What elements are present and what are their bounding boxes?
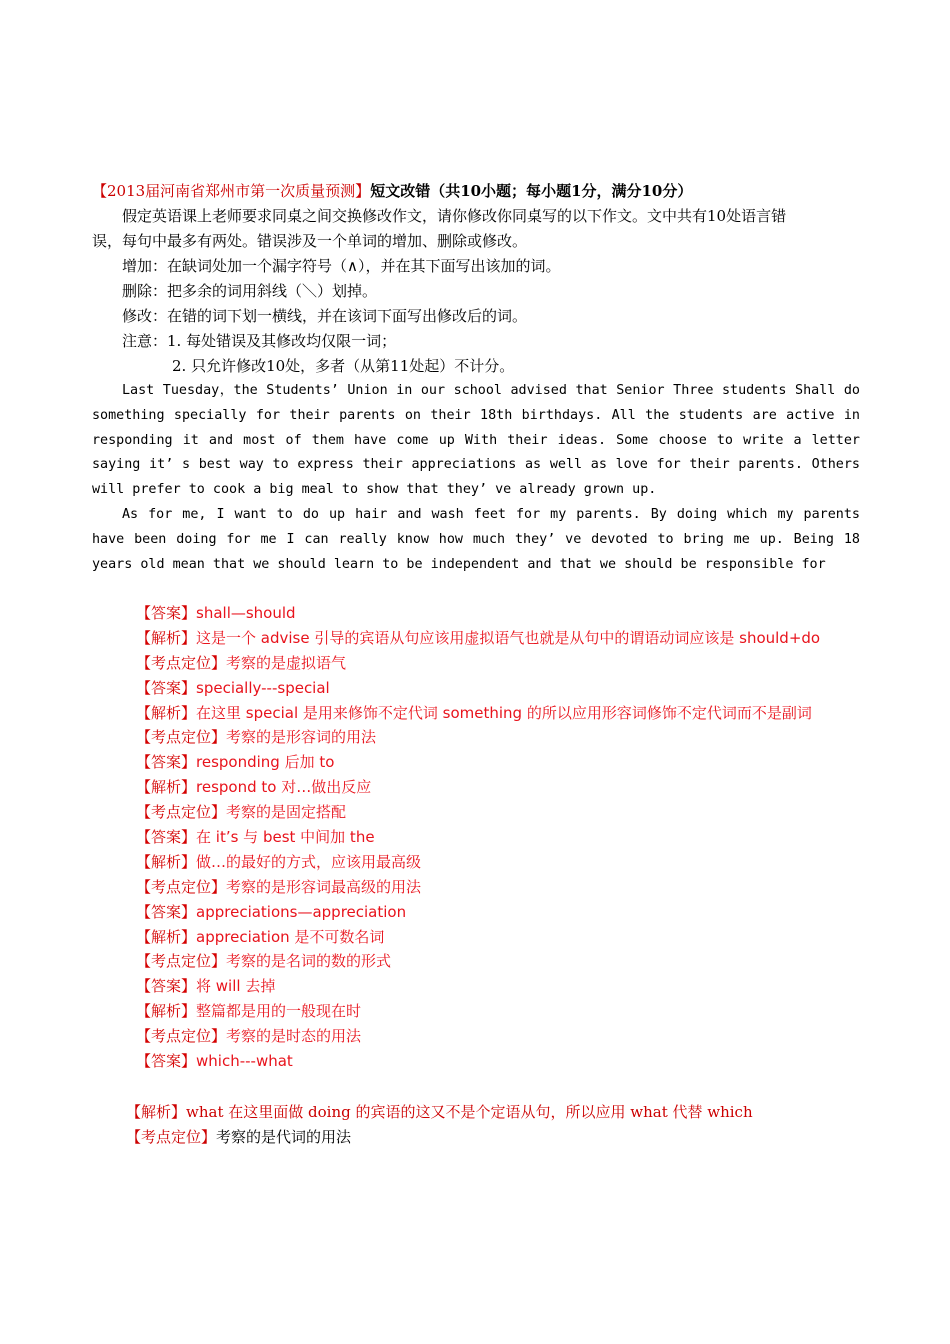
rule-add: 增加：在缺词处加一个漏字符号（∧），并在其下面写出该加的词。 <box>122 257 561 275</box>
note-1: 注意：1. 每处错误及其修改均仅限一词； <box>122 332 397 350</box>
answer-row <box>136 900 886 925</box>
point-row <box>126 1125 886 1150</box>
point-tag: 【考点定位】 <box>126 1128 217 1146</box>
instructions <box>92 204 867 379</box>
answer-text: specially---special <box>196 678 330 697</box>
essay-paragraph-2: As for me, I want to do up hair and wash feet for my parents. By doing which my parents have been doing for me I can really know how much they’ ve devoted to bring me up. Being 18 years old mean that we should learn to be independent and that we should be responsible for <box>92 506 860 572</box>
answer-row <box>136 750 886 775</box>
rule-delete: 删除：把多余的词用斜线（＼）划掉。 <box>122 282 378 300</box>
answer-row <box>136 925 886 950</box>
intro-line-1: 假定英语课上老师要求同桌之间交换修改作文，请你修改你同桌写的以下作文。文中共有10处语言错 <box>122 207 787 225</box>
answer-text: respond to 对…做出反应 <box>196 778 372 797</box>
answer-tag: 【考点定位】 <box>136 952 227 971</box>
answer-tag: 【解析】 <box>136 927 197 946</box>
answer-row <box>136 850 886 875</box>
answer-row <box>136 974 886 999</box>
answer-row <box>136 800 886 825</box>
answer-text: 在这里 special 是用来修饰不定代词 something 的所以应用形容词修饰不定代词而不是副词 <box>196 703 812 722</box>
analysis-text: what 在这里面做 doing 的宾语的这又不是个定语从句，所以应用 what 代替 which <box>186 1103 753 1121</box>
answer-text: 考察的是形容词最高级的用法 <box>226 877 422 896</box>
answer-tag: 【解析】 <box>136 778 197 797</box>
answer-tag: 【答案】 <box>136 902 197 921</box>
answer-text: which---what <box>196 1052 293 1071</box>
answer-tag: 【答案】 <box>136 977 197 996</box>
answer-row <box>136 875 886 900</box>
answer-list <box>136 601 886 1074</box>
answer-text: 整篇都是用的一般现在时 <box>196 1002 362 1021</box>
answer-tag: 【考点定位】 <box>136 877 227 896</box>
answer-text: 这是一个 advise 引导的宾语从句应该用虚拟语气也就是从句中的谓语动词应该是 should+do <box>196 628 821 647</box>
answer-tag: 【答案】 <box>136 1052 197 1071</box>
question-header <box>92 179 872 203</box>
answer-text: 考察的是固定搭配 <box>226 803 347 822</box>
answer-tag: 【解析】 <box>136 703 197 722</box>
section-title: 短文改错（共10小题；每小题1分，满分10分） <box>370 182 693 200</box>
answer-tag: 【考点定位】 <box>136 1027 227 1046</box>
rule-modify: 修改：在错的词下划一横线，并在该词下面写出修改后的词。 <box>122 307 528 325</box>
analysis-row <box>126 1100 886 1125</box>
essay-passage <box>92 379 860 577</box>
intro-line-2: 误，每句中最多有两处。错误涉及一个单词的增加、删除或修改。 <box>92 232 528 250</box>
answer-tag: 【答案】 <box>136 828 197 847</box>
answer-text: 考察的是形容词的用法 <box>226 728 377 747</box>
answer-text: responding 后加 to <box>196 753 335 772</box>
answer-text: 考察的是名词的数的形式 <box>226 952 392 971</box>
answer-text: 考察的是虚拟语气 <box>226 653 347 672</box>
note-2: 2. 只允许修改10处，多者（从第11处起）不计分。 <box>172 357 515 375</box>
answer-row <box>136 1049 886 1074</box>
answer-text: appreciations—appreciation <box>196 902 407 921</box>
answer-tag: 【答案】 <box>136 604 197 622</box>
answer-row <box>136 999 886 1024</box>
analysis-tag: 【解析】 <box>126 1103 187 1121</box>
answer-row <box>136 1024 886 1049</box>
answer-text: appreciation 是不可数名词 <box>196 927 385 946</box>
point-text: 考察的是代词的用法 <box>216 1128 352 1146</box>
answer-row <box>136 676 886 701</box>
answer-tag: 【解析】 <box>136 1002 197 1021</box>
answer-tag: 【考点定位】 <box>136 803 227 822</box>
answer-tag: 【解析】 <box>136 628 197 647</box>
answer-text: 在 it’s 与 best 中间加 the <box>196 828 375 847</box>
answer-text: 做…的最好的方式，应该用最高级 <box>196 852 422 871</box>
answer-text: 将 will 去掉 <box>196 977 276 996</box>
answer-row <box>136 825 886 850</box>
answer-tag: 【解析】 <box>136 852 197 871</box>
answer-tag: 【答案】 <box>136 753 197 772</box>
answer-row <box>136 775 886 800</box>
final-analysis <box>126 1100 886 1150</box>
essay-paragraph-1: Last Tuesday，the Students’ Union in our school advised that Senior Three students Shall do something specially for their parents on their 18th birthdays. All the students are active in responding it and most of them have come up With their ideas. Some choose to write a letter saying it’ s best way to express their appreciations as well as love for their parents. Others will prefer to cook a big meal to show that they’ ve already grown up. <box>92 383 860 498</box>
source-tag: 【2013届河南省郑州市第一次质量预测】 <box>92 182 371 200</box>
answer-tag: 【考点定位】 <box>136 653 227 672</box>
answer-text: 考察的是时态的用法 <box>226 1027 362 1046</box>
answer-tag: 【考点定位】 <box>136 728 227 747</box>
answer-row <box>136 949 886 974</box>
answer-row <box>136 725 886 750</box>
answer-tag: 【答案】 <box>136 678 197 697</box>
answer-row <box>136 626 886 651</box>
answer-row <box>136 701 886 726</box>
answer-text: shall—should <box>196 604 296 622</box>
answer-row <box>136 651 886 676</box>
answer-row <box>136 601 886 626</box>
